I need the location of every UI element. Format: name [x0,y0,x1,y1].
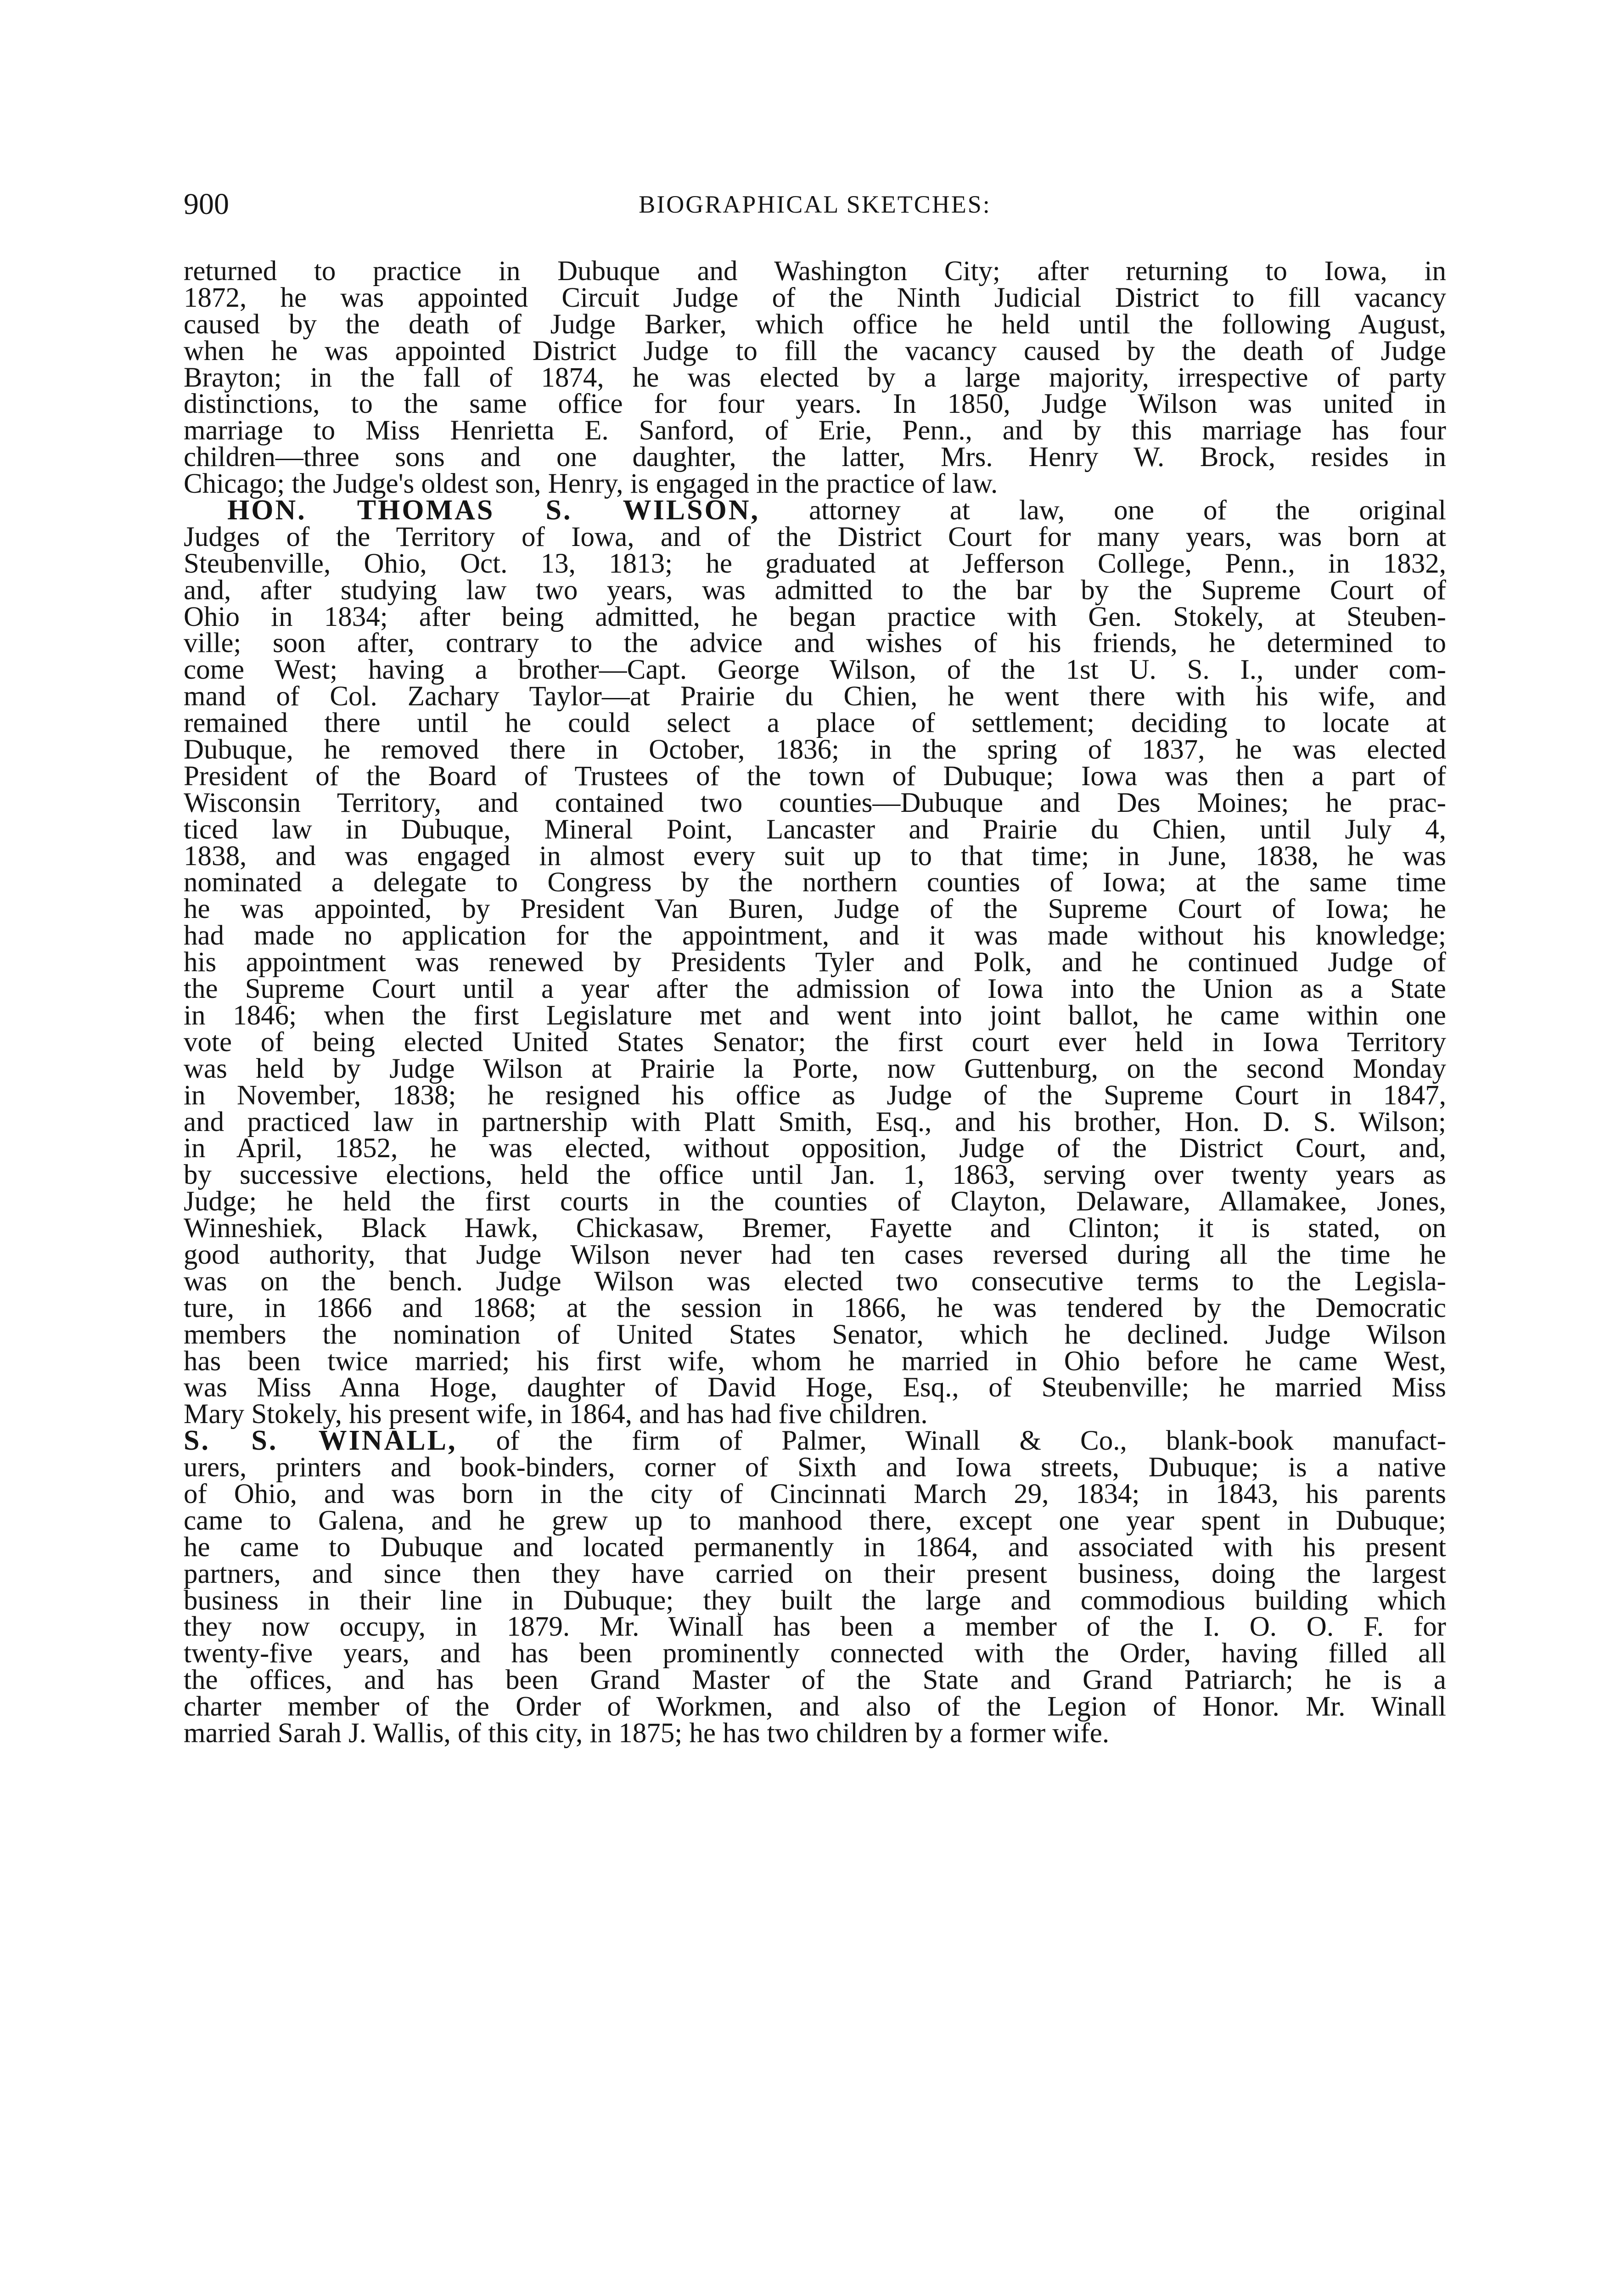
text-line: charter member of the Order of Workmen, and also of the Legion of Honor. Mr. Winall [184,1691,1446,1722]
text-line: ture, in 1866 and 1868; at the session in 1866, he was tendered by the Democratic [184,1292,1446,1323]
text-line: has been twice married; his first wife, whom he married in Ohio before he came West, [184,1345,1446,1377]
page-number: 900 [184,187,229,221]
text-line: Winneshiek, Black Hawk, Chickasaw, Bremer, Fayette and Clinton; it is stated, on [184,1213,1446,1244]
text-line: was held by Judge Wilson at Prairie la Porte, now Guttenburg, on the second Monday [184,1053,1446,1084]
text-line: his appointment was renewed by Presidents Tyler and Polk, and he continued Judge of [184,947,1446,978]
text-line: children—three sons and one daughter, the latter, Mrs. Henry W. Brock, resides in [184,442,1446,473]
entry-heading-winall: S. S. WINALL, [184,1425,457,1457]
text-line: Wisconsin Territory, and contained two counties—Dubuque and Des Moines; he prac- [184,787,1446,818]
text-line: business in their line in Dubuque; they built the large and commodious building which [184,1585,1446,1616]
text-line: Steubenville, Ohio, Oct. 13, 1813; he graduated at Jefferson College, Penn., in 1832, [184,548,1446,579]
text-line: he was appointed, by President Van Buren, Judge of the Supreme Court of Iowa; he [184,894,1446,925]
text-line: came to Galena, and he grew up to manhood there, except one year spent in Dubuque; [184,1505,1446,1536]
page-header [184,179,1446,230]
text-line: Chicago; the Judge's oldest son, Henry, is engaged in the practice of law. [184,468,998,500]
text-line: the offices, and has been Grand Master of the State and Grand Patriarch; he is a [184,1665,1446,1696]
entry-first-line [184,497,1446,524]
running-head: BIOGRAPHICAL SKETCHES: [639,191,991,218]
text-line: mand of Col. Zachary Taylor—at Prairie du Chien, he went there with his wife, and [184,681,1446,712]
entry-first-line-text: of the firm of Palmer, Winall & Co., blank-book manufact- [496,1425,1447,1457]
body-text [184,258,1446,1747]
entry-heading-wilson: HON. THOMAS S. WILSON, [227,495,760,526]
text-line: twenty-five years, and has been prominently connected with the Order, having filled all [184,1638,1446,1669]
text-line: he came to Dubuque and located permanently in 1864, and associated with his present [184,1531,1446,1563]
text-line: urers, printers and book-binders, corner of Sixth and Iowa streets, Dubuque; is a native [184,1452,1446,1483]
text-line: vote of being elected United States Senator; the first court ever held in Iowa Territory [184,1026,1446,1058]
text-line: Judges of the Territory of Iowa, and of the District Court for many years, was born at [184,521,1446,552]
text-line: 1872, he was appointed Circuit Judge of the Ninth Judicial District to fill vacancy [184,282,1446,313]
text-line: returned to practice in Dubuque and Washington City; after returning to Iowa, in [184,256,1446,287]
text-line: was Miss Anna Hoge, daughter of David Hoge, Esq., of Steubenville; he married Miss [184,1372,1446,1403]
text-line: in April, 1852, he was elected, without opposition, Judge of the District Court, and, [184,1133,1446,1164]
text-line: Judge; he held the first courts in the counties of Clayton, Delaware, Allamakee, Jones, [184,1186,1446,1217]
text-line: ticed law in Dubuque, Mineral Point, Lancaster and Prairie du Chien, until July 4, [184,814,1446,845]
text-line: Ohio in 1834; after being admitted, he began practice with Gen. Stokely, at Steuben- [184,601,1446,632]
text-line: when he was appointed District Judge to fill the vacancy caused by the death of Judge [184,335,1446,366]
text-line: caused by the death of Judge Barker, which office he held until the following August, [184,309,1446,340]
text-line: married Sarah J. Wallis, of this city, in 1875; he has two children by a former wife. [184,1717,1110,1749]
text-line: and practiced law in partnership with Platt Smith, Esq., and his brother, Hon. D. S. Wilson; [184,1106,1446,1137]
text-line: and, after studying law two years, was admitted to the bar by the Supreme Court of [184,574,1446,606]
text-line: was on the bench. Judge Wilson was elected two consecutive terms to the Legisla- [184,1266,1446,1297]
text-line: of Ohio, and was born in the city of Cincinnati March 29, 1834; in 1843, his parents [184,1478,1446,1509]
text-line: Mary Stokely, his present wife, in 1864, and has had five children. [184,1399,928,1430]
text-line: by successive elections, held the office until Jan. 1, 1863, serving over twenty years as [184,1159,1446,1191]
text-line: nominated a delegate to Congress by the northern counties of Iowa; at the same time [184,867,1446,898]
text-line: the Supreme Court until a year after the admission of Iowa into the Union as a State [184,974,1446,1005]
text-line: members the nomination of United States Senator, which he declined. Judge Wilson [184,1319,1446,1350]
text-line: 1838, and was engaged in almost every suit up to that time; in June, 1838, he was [184,840,1446,872]
text-line: distinctions, to the same office for four years. In 1850, Judge Wilson was united in [184,388,1446,420]
text-line: President of the Board of Trustees of the town of Dubuque; Iowa was then a part of [184,760,1446,792]
entry-first-line-text: attorney at law, one of the original [809,495,1446,526]
text-line: in 1846; when the first Legislature met and went into joint ballot, he came within one [184,1000,1446,1031]
text-line: ville; soon after, contrary to the advice and wishes of his friends, he determined to [184,628,1446,659]
text-line: remained there until he could select a place of settlement; deciding to locate at [184,708,1446,739]
text-line: Dubuque, he removed there in October, 1836; in the spring of 1837, he was elected [184,734,1446,765]
text-line: good authority, that Judge Wilson never had ten cases reversed during all the time he [184,1239,1446,1270]
text-line: come West; having a brother—Capt. George Wilson, of the 1st U. S. I., under com- [184,654,1446,686]
entry-first-line [184,1425,1447,1457]
text-line: partners, and since then they have carried on their present business, doing the largest [184,1558,1446,1589]
text-line: in November, 1838; he resigned his office as Judge of the Supreme Court in 1847, [184,1080,1446,1111]
text-line: marriage to Miss Henrietta E. Sanford, of Erie, Penn., and by this marriage has four [184,415,1446,446]
text-line: had made no application for the appointment, and it was made without his knowledge; [184,920,1446,951]
text-line: Brayton; in the fall of 1874, he was elected by a large majority, irrespective of party [184,362,1446,393]
text-line: they now occupy, in 1879. Mr. Winall has been a member of the I. O. O. F. for [184,1611,1446,1643]
